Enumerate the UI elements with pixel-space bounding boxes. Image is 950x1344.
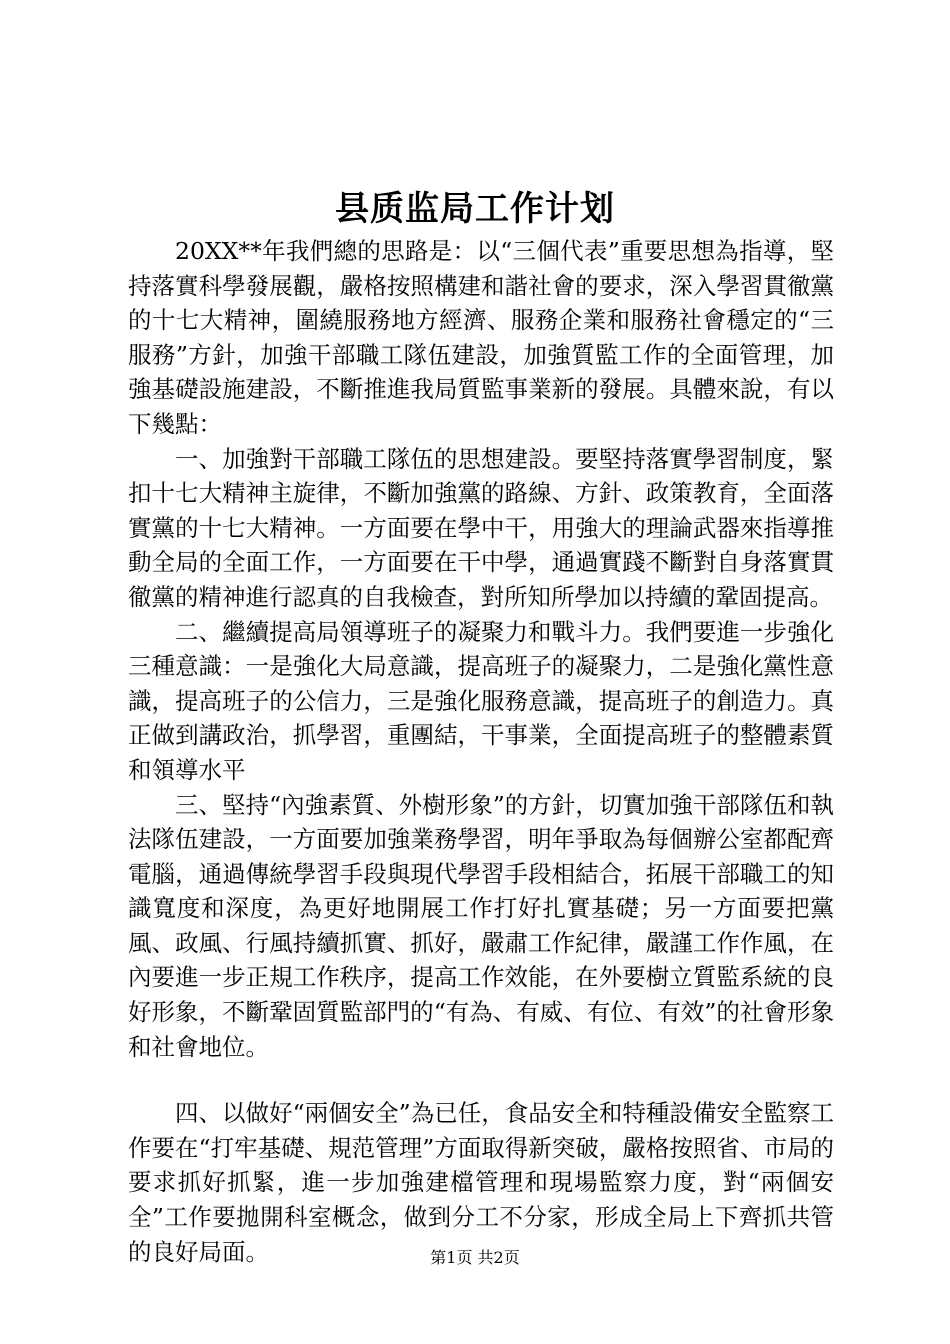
paragraph-item-3: 三、堅持“內強素質、外樹形象”的方針，切實加強干部隊伍和執法隊伍建設，一方面要加強業務學習，明年爭取為每個辦公室都配齊電腦，通過傳統學習手段與現代學習手段相結合，拓展干部職工的知識寬度和深度，為更好地開展工作打好扎實基礎；另一方面要把黨風、政風、行風持續抓實、抓好，嚴肅工作紀律，嚴謹工作作風，在內要進一步正規工作秩序，提高工作效能，在外要樹立質監系統的良好形象，不斷鞏固質監部門的“有為、有威、有位、有效”的社會形象和社會地位。 [128,790,834,1061]
page-footer: 第1页 共2页 [430,1248,520,1267]
paragraph-intro: 20XX**年我們總的思路是：以“三個代表”重要思想為指導，堅持落實科學發展觀，嚴格按照構建和諧社會的要求，深入學習貫徹黨的十七大精神，圍繞服務地方經濟、服務企業和服務社會穩定的“三服務”方針，加強干部職工隊伍建設，加強質監工作的全面管理，加強基礎設施建設，不斷推進我局質監事業新的發展。具體來說，有以下幾點： [128,237,834,438]
paragraph-item-1: 一、加強對干部職工隊伍的思想建設。要堅持落實學習制度，緊扣十七大精神主旋律，不斷加強黨的路線、方針、政策教育，全面落實黨的十七大精神。一方面要在學中干，用強大的理論武器來指導推動全局的全面工作，一方面要在干中學，通過實踐不斷對自身落實貫徹黨的精神進行認真的自我檢查，對所知所學加以持續的鞏固提高。 [128,444,834,611]
document-body [128,234,834,1269]
page-title: 县质监局工作计划 [335,189,615,229]
paragraph-item-2: 二、繼續提高局領導班子的凝聚力和戰斗力。我們要進一步強化三種意識：一是強化大局意識，提高班子的凝聚力，二是強化黨性意識，提高班子的公信力，三是強化服務意識，提高班子的創造力。真正做到講政治，抓學習，重團結，干事業，全面提高班子的整體素質和領導水平 [128,617,834,784]
paragraph-item-4: 四、以做好“兩個安全”為已任，食品安全和特種設備安全監察工作要在“打牢基礎、規范管理”方面取得新突破，嚴格按照省、市局的要求抓好抓緊，進一步加強建檔管理和現場監察力度，對“兩個安全”工作要拋開科室概念，做到分工不分家，形成全局上下齊抓共管的良好局面。 [128,1099,834,1266]
